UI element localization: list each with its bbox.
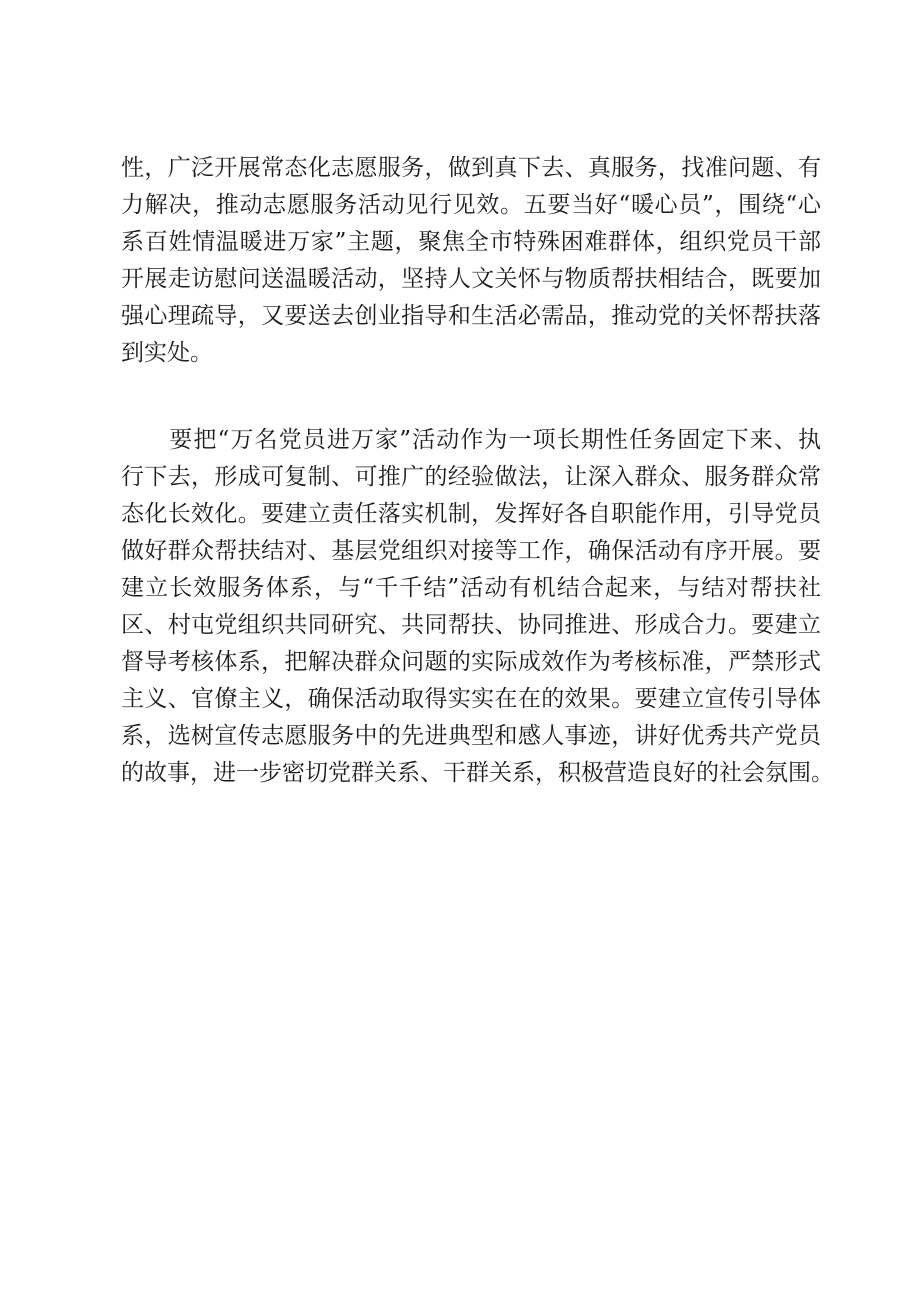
paragraph-line: 督导考核体系，把解决群众问题的实际成效作为考核标准，严禁形式 <box>121 649 821 675</box>
paragraph-line: 系，选树宣传志愿服务中的先进典型和感人事迹，讲好优秀共产党员 <box>121 723 821 749</box>
paragraph-line: 力解决，推动志愿服务活动见行见效。五要当好“暖心员”，围绕“心 <box>121 192 821 218</box>
paragraph-line: 做好群众帮扶结对、基层党组织对接等工作，确保活动有序开展。要 <box>121 538 821 564</box>
paragraph-line: 行下去，形成可复制、可推广的经验做法，让深入群众、服务群众常 <box>121 464 821 490</box>
paragraph-1 <box>121 150 821 372</box>
paragraph-2 <box>121 422 834 792</box>
paragraph-line: 的故事，进一步密切党群关系、干群关系，积极营造良好的社会氛围。 <box>121 760 834 786</box>
paragraph-line: 强心理疏导，又要送去创业指导和生活必需品，推动党的关怀帮扶落 <box>121 303 821 329</box>
paragraph-line: 区、村屯党组织共同研究、共同帮扶、协同推进、形成合力。要建立 <box>121 612 821 638</box>
paragraph-line: 态化长效化。要建立责任落实机制，发挥好各自职能作用，引导党员 <box>121 501 821 527</box>
paragraph-line: 要把“万名党员进万家”活动作为一项长期性任务固定下来、执 <box>121 427 821 453</box>
paragraph-line: 主义、官僚主义，确保活动取得实实在在的效果。要建立宣传引导体 <box>121 686 821 712</box>
paragraph-line: 开展走访慰问送温暖活动，坚持人文关怀与物质帮扶相结合，既要加 <box>121 266 821 292</box>
paragraph-line: 系百姓情温暖进万家”主题，聚焦全市特殊困难群体，组织党员干部 <box>121 229 821 255</box>
paragraph-line: 建立长效服务体系，与“千千结”活动有机结合起来，与结对帮扶社 <box>121 575 821 601</box>
paragraph-line: 性，广泛开展常态化志愿服务，做到真下去、真服务，找准问题、有 <box>121 155 821 181</box>
paragraph-line: 到实处。 <box>121 340 213 366</box>
